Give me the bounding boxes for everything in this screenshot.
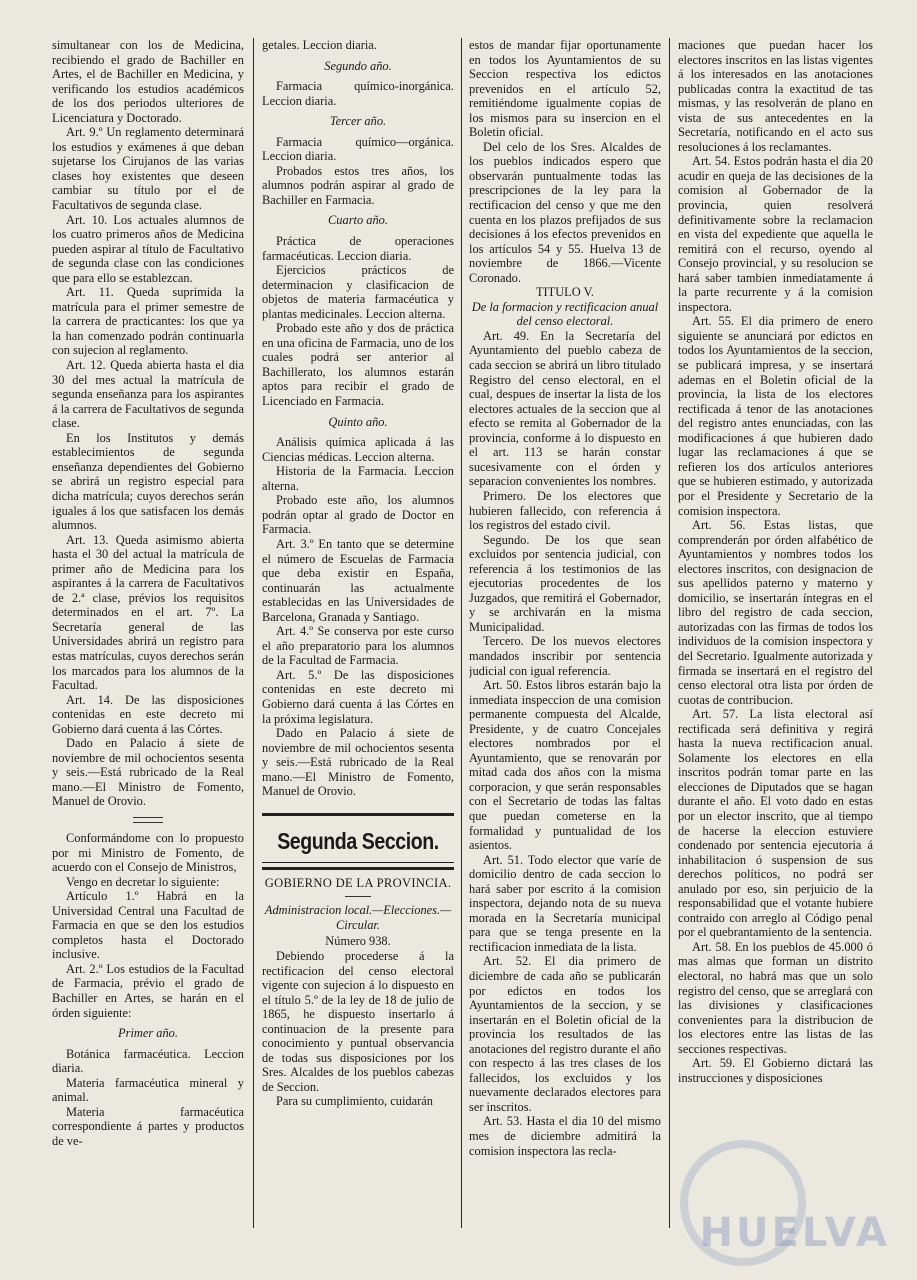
paragraph: Art. 49. En la Secretaría del Ayuntamiento del pueblo cabeza de cada seccion se abrirá un libro titulado Registro del censo electoral, en el cual, despues de insertar la lista de los electores actuales de la seccion que al efecto se remita al Gobernador de la provincia, conforme á lo dispuesto en el art. 113 se harán constar sucesivamente con el órden y separacion convenientes los nombres. xyxy=(469,328,661,489)
paragraph: Art. 53. Hasta el dia 10 del mismo mes de diciembre admitirá la comision inspectora las recla- xyxy=(469,1114,661,1158)
paragraph: Art. 14. De las disposiciones contenidas en este decreto mi Gobierno dará cuenta á las Córtes. xyxy=(52,692,244,736)
paragraph: Botánica farmacéutica. Leccion diaria. xyxy=(52,1046,244,1076)
paragraph: Del celo de los Sres. Alcaldes de los pueblos indicados espero que observarán puntualmente todas las prescripciones de la ley para la rectificacion del censo y que me den cuenta en los plazos prefijados de sus decisiones á los efectos prevenidos en los artículos 54 y 55. Huelva 13 de noviembre de 1866.—Vicente Coronado. xyxy=(469,139,661,285)
column-rule xyxy=(253,38,254,1228)
section-title: Segunda Seccion. xyxy=(277,827,439,854)
paragraph: Probados estos tres años, los alumnos podrán aspirar al grado de Bachiller en Farmacia. xyxy=(262,163,454,207)
government-heading: GOBIERNO DE LA PROVINCIA. xyxy=(264,875,452,890)
paragraph: Art. 52. El dia primero de diciembre de cada año se publicarán por edictos en todos los Ayuntamientos de la seccion, y se insertarán en el Boletin oficial de la provincia los resultados de las anotaciones del registro durante el año con respecto á las tres clases de los fallecidos, los excluidos y los nuevamente declarados electores para ser inscritos. xyxy=(469,954,661,1114)
paragraph: Art. 51. Todo elector que varíe de domicilio dentro de cada seccion lo hará saber por escrito á la comision inspectora, dejando nota de su nueva morada en la Secretaría municipal para que se tenga presente en la rectificacion inmediata de la lista. xyxy=(469,852,661,954)
watermark-text: HUELVA xyxy=(699,1210,890,1256)
paragraph: Art. 4.º Se conserva por este curso el año preparatorio para los alumnos de la Facultad de Farmacia. xyxy=(262,624,454,668)
paragraph: Primero. De los electores que hubieren fallecido, con referencia á los registros del estado civil. xyxy=(469,488,661,533)
column-rule xyxy=(461,38,462,1228)
paragraph: Materia farmacéutica correspondiente á partes y productos de ve- xyxy=(52,1104,244,1148)
column-rule xyxy=(669,38,670,1228)
paragraph: Art. 9.º Un reglamento determinará los estudios y exámenes á que deban sujetarse los Cirujanos de las varias clases hoy existentes que deseen cambiar su título por el de Facultativos de segunda clase. xyxy=(52,125,244,213)
paragraph: Art. 59. El Gobierno dictará las instrucciones y disposiciones xyxy=(678,1056,873,1085)
paragraph: Art. 2.º Los estudios de la Facultad de Farmacia, prévio el grado de Bachiller en Artes, se harán en el órden siguiente: xyxy=(52,961,244,1020)
subheading: Administracion local.—Elecciones.—Circular. xyxy=(264,903,452,932)
paragraph: Art. 57. La lista electoral así rectificada será definitiva y regirá hasta la nueva rectificacion anual. Solamente los electores en ella inscritos podrán tomar parte en las elecciones de Diputados que se hagan durante el año. El voto dado en estas por un elector inscrito, que al tiempo de hacerse la eleccion estuviere condenado por sentencia ejecutoria á inhabilitacion ó suspension de sus derechos políticos, no podrá ser anulado por eso, sin perjuicio de la responsabilidad que el votante hubiere contraido con arreglo al Código penal por el quebrantamiento de la sentencia. xyxy=(678,707,873,940)
paragraph: Ejercicios prácticos de determinacion y clasificacion de objetos de materia farmacéutica y plantas medicinales. Leccion alterna. xyxy=(262,263,454,321)
paragraph: Segundo. De los que sean excluidos por sentencia judicial, con referencia á los testimonios de las ejecutorias procedentes de los Juzgados, que remitirá el Gobernador, y se archivarán en la misma Municipalidad. xyxy=(469,532,661,634)
section-rule xyxy=(262,862,454,863)
column-4 xyxy=(678,38,873,1238)
column-2 xyxy=(262,38,454,1238)
paragraph: Art. 5.º De las disposiciones contenidas en este decreto mi Gobierno dará cuenta á las Córtes en la próxima legislatura. xyxy=(262,667,454,726)
paragraph: Conformándome con lo propuesto por mi Ministro de Fomento, de acuerdo con el Consejo de Ministros, xyxy=(52,830,244,875)
separator xyxy=(133,817,163,823)
paragraph: Art. 56. Estas listas, que comprenderán por órden alfabético de Ayuntamientos y nombres todos los electores inscritos, con designacion de sus apellidos paterno y materno y domicilio, se insertarán íntegras en el libro del registro de cada seccion, autorizadas con las firmas de todos los individuos de la comision inspectora y del Secretario. Igualmente autorizada y firmada se insertará en el registro del censo electoral otra lista por órden de cuotas de contribucion. xyxy=(678,518,873,707)
paragraph: Historia de la Farmacia. Leccion alterna. xyxy=(262,464,454,493)
paragraph: Práctica de operaciones farmacéuticas. Leccion diaria. xyxy=(262,234,454,263)
paragraph: Art. 11. Queda suprimida la matrícula para el primer semestre de la carrera de practicantes: los que ya la han comenzado podrán continuarla con sujecion al reglamento. xyxy=(52,285,244,358)
paragraph: Materia farmacéutica mineral y animal. xyxy=(52,1075,244,1105)
paragraph: Artículo 1.º Habrá en la Universidad Central una Facultad de Farmacia en que se den los estudios completos hasta el Doctorado inclusive. xyxy=(52,889,244,962)
title-heading: TITULO V. xyxy=(535,285,595,300)
paragraph: getales. Leccion diaria. xyxy=(262,38,377,52)
paragraph: Probado este año y dos de práctica en una oficina de Farmacia, uno de los cuales podrá ser anterior al Bachillerato, los alumnos estarán aptos para recibir el grado de Licenciado en Farmacia. xyxy=(262,321,454,409)
paragraph: En los Institutos y demás establecimientos de segunda enseñanza dependientes del Gobierno se abrirá un registro especial para dicha matrícula; cuyos derechos serán iguales á los que satisfacen los demás alumnos. xyxy=(52,430,244,533)
paragraph: Tercero. De los nuevos electores mandados inscribir por sentencia judicial con igual referencia. xyxy=(469,634,661,678)
paragraph: Debiendo procederse á la rectificacion del censo electoral vigente con sujecion á lo dispuesto en el título 5.º de la ley de 18 de julio de 1865, he dispuesto insertarlo á continuacion de la presente para conocimiento y puntual observancia de todas sus disposiciones por los Sres. Alcaldes de los pueblos cabezas de Seccion. xyxy=(262,948,454,1094)
paragraph: Art. 50. Estos libros estarán bajo la inmediata inspeccion de una comision permanente compuesta del Alcalde, Presidente, y de cuatro Concejales electores nombrados por el Ayuntamiento, que se renovarán por mitad cada dos años con la misma corporacion, y que serán responsables con el Secretario de todas las faltas que puedan cometerse en la formalidad y puntualidad de los asientos. xyxy=(469,678,661,853)
separator xyxy=(345,896,371,897)
paragraph: simultanear con los de Medicina, recibiendo el grado de Bachiller en Artes, el de Bachiller en Medicina, y verificando los estudios académicos de los dos periodos ulteriores de Licenciatura y Doctorado. xyxy=(52,38,244,125)
subheading: Quinto año. xyxy=(328,414,388,429)
paragraph: Farmacia químico—orgánica. Leccion diaria. xyxy=(262,134,454,164)
paragraph: Art. 58. En los pueblos de 45.000 ó mas almas que forman un distrito electoral, no habrá mas que un solo registro del censo, que se arreglará con las divisiones y clasificaciones convenientes para la distribucion de los electores entre las listas de las secciones respectivas. xyxy=(678,939,873,1056)
paragraph: Dado en Palacio á siete de noviembre de mil ochocientos sesenta y seis.—Está rubricado de la Real mano.—El Ministro de Fomento, Manuel de Orovio. xyxy=(262,726,454,799)
paragraph: maciones que puedan hacer los electores inscritos en las listas vigentes á los interesados en las anotaciones publicadas contra la exactitud de tas mismas, y las resolverán de plano en vista de sus antecedentes en la Secretaría, notificando en el acto sus resoluciones á los reclamantes. xyxy=(678,38,873,154)
document-number: Número 938. xyxy=(325,934,391,949)
paragraph: Art. 55. El dia primero de enero siguiente se anunciará por edictos en todos los Ayuntamientos de la seccion, se publicará impresa, y se insertará ademas en el Boletin oficial de la provincia, la lista de los electores rectificada á tenor de las anotaciones del registro antes enunciadas, con las modificaciones á que hubieren dado lugar las reclamaciones á que se refieren los dos artículos anteriores que se hubieren estimado, y autorizada por el Presidente y Secretario de la comision inspectora. xyxy=(678,314,873,518)
column-3 xyxy=(469,38,661,1238)
paragraph: Vengo en decretar lo siguiente: xyxy=(66,874,220,889)
paragraph: Probado este año, los alumnos podrán optar al grado de Doctor en Farmacia. xyxy=(262,493,454,537)
paragraph: Para su cumplimiento, cuidarán xyxy=(276,1094,433,1109)
paragraph: Art. 13. Queda asimismo abierta hasta el 30 del actual la matrícula de primer año de Medicina para los aspirantes á la carrera de Facultativos de 2.ª clase, prévios los requisitos determinados en el art. 7º. La Secretaría general de las Universidades abrirá un registro para estas matrículas, cuyos derechos serán los marcados para los alumnos de la Facultad. xyxy=(52,532,244,693)
paragraph: Art. 3.º En tanto que se determine el número de Escuelas de Farmacia que deba existir en España, continuarán las actualmente establecidas en las Universidades de Barcelona, Granada y Santiago. xyxy=(262,536,454,624)
paragraph: estos de mandar fijar oportunamente en todos los Ayuntamientos de su Seccion respectiva los edictos prevenidos en el artículo 52, remitiéndome igualmente copias de los mismos para su insercion en el Boletin oficial. xyxy=(469,38,661,140)
paragraph: Art. 12. Queda abierta hasta el dia 30 del mes actual la matrícula de segunda enseñanza para los aspirantes á la carrera de Facultativos de segunda clase. xyxy=(52,358,244,431)
column-1 xyxy=(52,38,244,1238)
paragraph: Art. 10. Los actuales alumnos de los cuatro primeros años de Medicina pueden aspirar al título de Facultativo de segunda clase con las condiciones que para ello se establezcan. xyxy=(52,212,244,285)
subheading: De la formacion y rectificacion anual del censo electoral. xyxy=(471,299,659,329)
section-rule xyxy=(262,813,454,816)
paragraph: Art. 54. Estos podrán hasta el dia 20 acudir en queja de las decisiones de la comision al Gobernador de la provincia, quien resolverá definitivamente sobre la reclamacion en vista del expediente que aquella le remitirá con el recurso, oyendo al Consejo provincial, y su resolucion se hará saber tambien inmediatamente á la parte recurrente y á la comision inspectora. xyxy=(678,154,873,314)
subheading: Tercer año. xyxy=(329,114,387,129)
subheading: Primer año. xyxy=(118,1026,178,1041)
paragraph: Farmacia químico-inorgánica. Leccion diaria. xyxy=(262,79,454,108)
paragraph: Dado en Palacio á siete de noviembre de mil ochocientos sesenta y seis.—Está rubricado de la Real mano.—El Ministro de Fomento, Manuel de Orovio. xyxy=(52,736,244,809)
section-rule xyxy=(262,867,454,870)
paragraph: Análisis química aplicada á las Ciencias médicas. Leccion alterna. xyxy=(262,435,454,464)
subheading: Cuarto año. xyxy=(328,213,388,228)
subheading: Segundo año. xyxy=(324,58,392,73)
